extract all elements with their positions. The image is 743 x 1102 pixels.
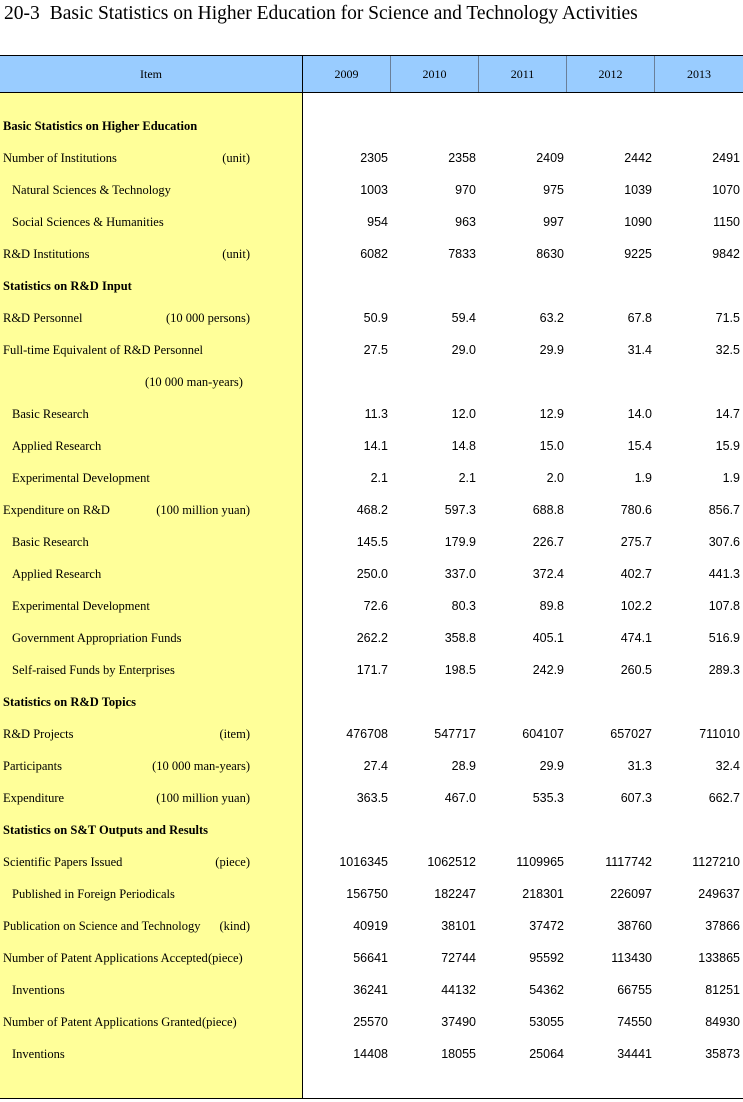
value-cell: 38101 bbox=[441, 919, 476, 933]
row-label: Experimental Development bbox=[12, 471, 150, 485]
row-unit: (unit) bbox=[222, 151, 250, 165]
row-label: Expenditure on R&D bbox=[3, 503, 110, 517]
row-label: Scientific Papers Issued bbox=[3, 855, 123, 869]
value-cell: 72744 bbox=[441, 951, 476, 965]
row-unit: (piece) bbox=[208, 951, 243, 965]
header-year-2009: 2009 bbox=[303, 56, 391, 92]
value-cell: 32.4 bbox=[715, 759, 740, 773]
value-cell: 1039 bbox=[624, 183, 652, 197]
table-row bbox=[0, 878, 743, 910]
table-row bbox=[0, 910, 743, 942]
row-label: Number of Patent Applications Granted bbox=[3, 1015, 202, 1029]
table-row bbox=[0, 750, 743, 782]
value-cell: 970 bbox=[455, 183, 476, 197]
table-row bbox=[0, 718, 743, 750]
value-cell: 289.3 bbox=[708, 663, 740, 677]
value-cell: 662.7 bbox=[708, 791, 740, 805]
row-label: R&D Projects bbox=[3, 727, 74, 741]
row-label: Published in Foreign Periodicals bbox=[12, 887, 175, 901]
value-cell: 954 bbox=[367, 215, 388, 229]
value-cell: 1090 bbox=[624, 215, 652, 229]
value-cell: 307.6 bbox=[708, 535, 740, 549]
value-cell: 405.1 bbox=[532, 631, 564, 645]
value-cell: 242.9 bbox=[532, 663, 564, 677]
value-cell: 198.5 bbox=[444, 663, 476, 677]
value-cell: 28.9 bbox=[451, 759, 476, 773]
value-cell: 226.7 bbox=[532, 535, 564, 549]
value-cell: 29.9 bbox=[539, 759, 564, 773]
table-row bbox=[0, 302, 743, 334]
value-cell: 8630 bbox=[536, 247, 564, 261]
header-year-2010: 2010 bbox=[391, 56, 479, 92]
row-label: Inventions bbox=[12, 983, 65, 997]
row-label: Inventions bbox=[12, 1047, 65, 1061]
value-cell: 657027 bbox=[610, 727, 652, 741]
value-cell: 975 bbox=[543, 183, 564, 197]
value-cell: 516.9 bbox=[708, 631, 740, 645]
value-cell: 363.5 bbox=[356, 791, 388, 805]
value-cell: 2442 bbox=[624, 151, 652, 165]
table-row bbox=[0, 334, 743, 366]
row-label: Number of Patent Applications Accepted bbox=[3, 951, 208, 965]
table-row bbox=[0, 142, 743, 174]
value-cell: 856.7 bbox=[708, 503, 740, 517]
value-cell: 535.3 bbox=[532, 791, 564, 805]
value-cell: 780.6 bbox=[620, 503, 652, 517]
row-label: Self-raised Funds by Enterprises bbox=[12, 663, 175, 677]
value-cell: 14.7 bbox=[715, 407, 740, 421]
value-cell: 1016345 bbox=[339, 855, 388, 869]
value-cell: 1109965 bbox=[516, 855, 564, 869]
value-cell: 11.3 bbox=[364, 407, 388, 421]
value-cell: 37490 bbox=[441, 1015, 476, 1029]
header-year-2012: 2012 bbox=[567, 56, 655, 92]
value-cell: 997 bbox=[543, 215, 564, 229]
value-cell: 12.9 bbox=[539, 407, 564, 421]
value-cell: 37866 bbox=[705, 919, 740, 933]
section-title: Basic Statistics on Higher Education bbox=[3, 119, 198, 133]
value-cell: 67.8 bbox=[627, 311, 652, 325]
value-cell: 402.7 bbox=[620, 567, 652, 581]
value-cell: 2305 bbox=[360, 151, 388, 165]
value-cell: 1.9 bbox=[634, 471, 652, 485]
value-cell: 29.9 bbox=[539, 343, 564, 357]
value-cell: 688.8 bbox=[532, 503, 564, 517]
value-cell: 182247 bbox=[434, 887, 476, 901]
value-cell: 133865 bbox=[698, 951, 740, 965]
table-row bbox=[0, 558, 743, 590]
row-label: Basic Research bbox=[12, 407, 89, 421]
table-number: 20-3 bbox=[4, 3, 40, 24]
row-label: Basic Research bbox=[12, 535, 89, 549]
row-unit: (unit) bbox=[222, 247, 250, 261]
value-cell: 113430 bbox=[611, 951, 652, 965]
row-label: Natural Sciences & Technology bbox=[12, 183, 171, 197]
table-row bbox=[0, 590, 743, 622]
section-title: Statistics on R&D Topics bbox=[3, 695, 137, 709]
row-unit: (item) bbox=[219, 727, 250, 741]
value-cell: 56641 bbox=[353, 951, 388, 965]
value-cell: 14.8 bbox=[451, 439, 476, 453]
row-label: Experimental Development bbox=[12, 599, 150, 613]
section-header-row bbox=[0, 110, 743, 142]
value-cell: 27.5 bbox=[363, 343, 388, 357]
value-cell: 15.9 bbox=[715, 439, 740, 453]
table-row bbox=[0, 526, 743, 558]
value-cell: 468.2 bbox=[356, 503, 388, 517]
value-cell: 711010 bbox=[699, 727, 740, 741]
value-cell: 1117742 bbox=[605, 855, 652, 869]
table-row bbox=[0, 238, 743, 270]
value-cell: 50.9 bbox=[363, 311, 388, 325]
table-row bbox=[0, 1038, 743, 1070]
header-item: Item bbox=[0, 56, 303, 92]
section-title: Statistics on R&D Input bbox=[3, 279, 132, 293]
value-cell: 14408 bbox=[353, 1047, 388, 1061]
value-cell: 2409 bbox=[536, 151, 564, 165]
value-cell: 156750 bbox=[346, 887, 388, 901]
value-cell: 9842 bbox=[712, 247, 740, 261]
header-year-2011: 2011 bbox=[479, 56, 567, 92]
value-cell: 260.5 bbox=[620, 663, 652, 677]
value-cell: 218301 bbox=[522, 887, 564, 901]
value-cell: 250.0 bbox=[356, 567, 388, 581]
value-cell: 262.2 bbox=[356, 631, 388, 645]
value-cell: 441.3 bbox=[708, 567, 740, 581]
table-row bbox=[0, 462, 743, 494]
value-cell: 607.3 bbox=[620, 791, 652, 805]
row-label: Social Sciences & Humanities bbox=[12, 215, 164, 229]
value-cell: 249637 bbox=[698, 887, 740, 901]
value-cell: 547717 bbox=[434, 727, 476, 741]
value-cell: 474.1 bbox=[620, 631, 652, 645]
value-cell: 66755 bbox=[617, 983, 652, 997]
row-unit: (kind) bbox=[219, 919, 250, 933]
value-cell: 358.8 bbox=[444, 631, 476, 645]
row-unit: (100 million yuan) bbox=[156, 503, 250, 517]
row-label: Full-time Equivalent of R&D Personnel bbox=[3, 343, 203, 357]
table-row bbox=[0, 174, 743, 206]
value-cell: 89.8 bbox=[539, 599, 564, 613]
row-label: Applied Research bbox=[12, 567, 102, 581]
value-cell: 53055 bbox=[529, 1015, 564, 1029]
value-cell: 31.3 bbox=[627, 759, 652, 773]
value-cell: 59.4 bbox=[451, 311, 476, 325]
value-cell: 18055 bbox=[441, 1047, 476, 1061]
table-header bbox=[0, 55, 743, 93]
value-cell: 14.0 bbox=[627, 407, 652, 421]
value-cell: 15.0 bbox=[539, 439, 564, 453]
table-row bbox=[0, 366, 743, 398]
value-cell: 6082 bbox=[360, 247, 388, 261]
row-label: Participants bbox=[3, 759, 63, 773]
value-cell: 36241 bbox=[353, 983, 388, 997]
value-cell: 40919 bbox=[353, 919, 388, 933]
value-cell: 1127210 bbox=[692, 855, 740, 869]
value-cell: 275.7 bbox=[620, 535, 652, 549]
row-label: Publication on Science and Technology bbox=[3, 919, 201, 933]
table-row bbox=[0, 654, 743, 686]
row-unit: (10 000 persons) bbox=[165, 311, 250, 325]
row-label: Government Appropriation Funds bbox=[12, 631, 182, 645]
value-cell: 38760 bbox=[617, 919, 652, 933]
value-cell: 35873 bbox=[705, 1047, 740, 1061]
table-row bbox=[0, 398, 743, 430]
value-cell: 2.0 bbox=[546, 471, 564, 485]
value-cell: 31.4 bbox=[627, 343, 652, 357]
value-cell: 44132 bbox=[441, 983, 476, 997]
row-label: R&D Personnel bbox=[3, 311, 83, 325]
row-unit: (piece) bbox=[215, 855, 250, 869]
value-cell: 1.9 bbox=[722, 471, 740, 485]
value-cell: 1003 bbox=[360, 183, 388, 197]
table-title: Basic Statistics on Higher Education for Science and Technology Activities bbox=[49, 3, 638, 24]
value-cell: 81251 bbox=[705, 983, 740, 997]
section-title: Statistics on S&T Outputs and Results bbox=[3, 823, 209, 837]
table-row bbox=[0, 494, 743, 526]
value-cell: 15.4 bbox=[627, 439, 652, 453]
value-cell: 171.7 bbox=[356, 663, 388, 677]
value-cell: 14.1 bbox=[363, 439, 388, 453]
value-cell: 7833 bbox=[448, 247, 476, 261]
section-header-row bbox=[0, 270, 743, 302]
value-cell: 145.5 bbox=[356, 535, 388, 549]
value-cell: 32.5 bbox=[715, 343, 740, 357]
value-cell: 604107 bbox=[522, 727, 564, 741]
value-cell: 37472 bbox=[529, 919, 564, 933]
table-row bbox=[0, 622, 743, 654]
table-row bbox=[0, 942, 743, 974]
value-cell: 25064 bbox=[529, 1047, 564, 1061]
section-header-row bbox=[0, 814, 743, 846]
value-cell: 80.3 bbox=[451, 599, 476, 613]
value-cell: 963 bbox=[455, 215, 476, 229]
header-year-2013: 2013 bbox=[687, 67, 711, 81]
value-cell: 1062512 bbox=[427, 855, 476, 869]
table-row bbox=[0, 206, 743, 238]
page-title bbox=[4, 3, 638, 25]
value-cell: 27.4 bbox=[363, 759, 388, 773]
value-cell: 102.2 bbox=[620, 599, 652, 613]
value-cell: 2358 bbox=[448, 151, 476, 165]
value-cell: 597.3 bbox=[444, 503, 476, 517]
value-cell: 2491 bbox=[712, 151, 740, 165]
value-cell: 1150 bbox=[713, 215, 740, 229]
table-body bbox=[0, 110, 743, 1070]
row-label: R&D Institutions bbox=[3, 247, 90, 261]
row-label: Applied Research bbox=[12, 439, 102, 453]
row-unit: (10 000 man-years) bbox=[145, 375, 243, 389]
value-cell: 2.1 bbox=[458, 471, 476, 485]
value-cell: 467.0 bbox=[444, 791, 476, 805]
table-row bbox=[0, 974, 743, 1006]
row-unit: (10 000 man-years) bbox=[152, 759, 250, 773]
value-cell: 71.5 bbox=[715, 311, 740, 325]
value-cell: 84930 bbox=[705, 1015, 740, 1029]
table-row bbox=[0, 430, 743, 462]
value-cell: 107.8 bbox=[708, 599, 740, 613]
value-cell: 29.0 bbox=[451, 343, 476, 357]
table-row bbox=[0, 1006, 743, 1038]
row-label: Number of Institutions bbox=[3, 151, 117, 165]
row-unit: (piece) bbox=[202, 1015, 237, 1029]
value-cell: 74550 bbox=[617, 1015, 652, 1029]
value-cell: 9225 bbox=[624, 247, 652, 261]
value-cell: 54362 bbox=[529, 983, 564, 997]
value-cell: 1070 bbox=[712, 183, 740, 197]
table-row bbox=[0, 782, 743, 814]
value-cell: 95592 bbox=[529, 951, 564, 965]
value-cell: 34441 bbox=[617, 1047, 652, 1061]
table-bottom-border bbox=[0, 1098, 743, 1099]
value-cell: 12.0 bbox=[451, 407, 476, 421]
value-cell: 72.6 bbox=[363, 599, 388, 613]
value-cell: 476708 bbox=[346, 727, 388, 741]
value-cell: 337.0 bbox=[444, 567, 476, 581]
value-cell: 179.9 bbox=[444, 535, 476, 549]
value-cell: 25570 bbox=[353, 1015, 388, 1029]
section-header-row bbox=[0, 686, 743, 718]
table-row bbox=[0, 846, 743, 878]
row-label: Expenditure bbox=[3, 791, 65, 805]
value-cell: 372.4 bbox=[532, 567, 564, 581]
value-cell: 63.2 bbox=[539, 311, 564, 325]
value-cell: 2.1 bbox=[370, 471, 388, 485]
value-cell: 226097 bbox=[610, 887, 652, 901]
row-unit: (100 million yuan) bbox=[156, 791, 250, 805]
